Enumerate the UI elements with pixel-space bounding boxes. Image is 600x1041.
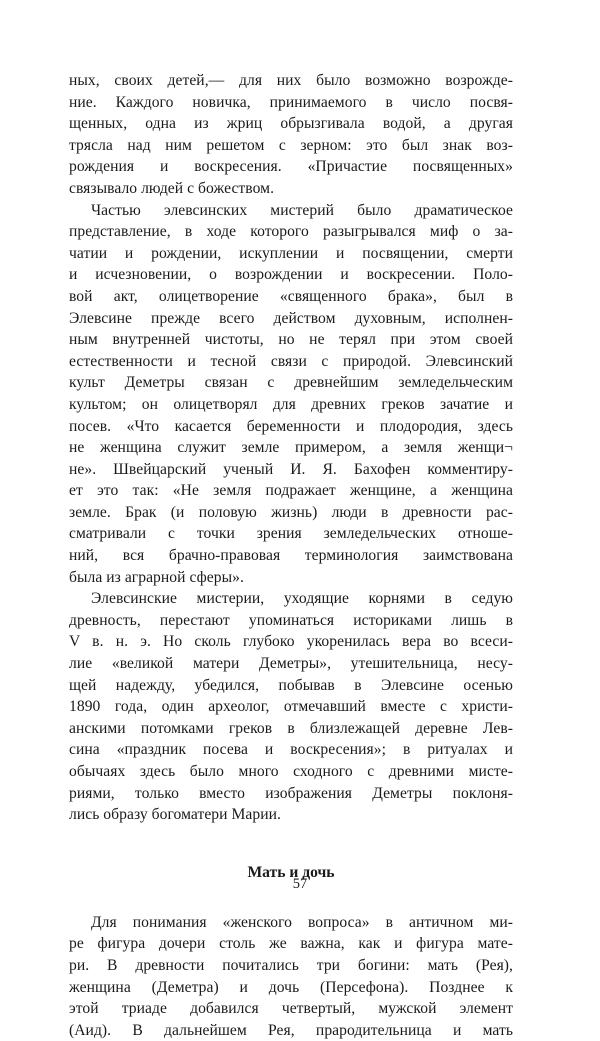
text-line: была из аграрной сферы». <box>69 568 244 586</box>
text-line: (Аид). В дальнейшем Рея, прародительница и мать <box>69 1021 513 1039</box>
text-line: этой триаде добавился четвертый, мужской элемент <box>69 1000 513 1018</box>
text-line: культом; он олицетворял для древних греков зачатие и <box>69 395 513 413</box>
paragraph-2 <box>69 200 513 589</box>
text-line: ных, своих детей,— для них было возможно возрожде- <box>69 72 513 89</box>
text-line: вой акт, олицетворение «священного брака», был в <box>69 287 513 305</box>
text-line: Элевсине прежде всего действом духовным, исполнен- <box>69 309 513 327</box>
text-line: Для понимания «женского вопроса» в античном ми- <box>91 913 513 931</box>
text-line: ет это так: «Не земля подражает женщине, а женщина <box>69 482 513 500</box>
text-line: сматривали с точки зрения земледельческих отноше- <box>69 525 513 543</box>
text-line: ние. Каждого новичка, принимаемого в число посвя- <box>69 93 513 111</box>
paragraph-1 <box>69 70 513 200</box>
text-line: V в. н. э. Но сколь глубоко укоренилась вера во всеси- <box>69 633 513 651</box>
text-line: связывало людей с божеством. <box>69 179 275 197</box>
text-line: естественности и тесной связи с природой. Элевсинский <box>69 352 513 370</box>
text-line: 1890 года, один археолог, отмечавший вместе с христи- <box>69 698 513 716</box>
text-line: риями, только вместо изображения Деметры поклоня- <box>69 784 513 802</box>
text-line: ным внутренней чистоты, но не терял при этом своей <box>69 331 513 349</box>
text-line: щей надежду, убедился, побывав в Элевсине осенью <box>69 676 513 694</box>
page-body <box>69 70 513 1041</box>
page-number: 57 <box>292 876 308 892</box>
text-line: ри. В древности почитались три богини: мать (Рея), <box>69 956 513 974</box>
text-line: не». Швейцарский ученый И. Я. Бахофен комментиру- <box>69 460 513 478</box>
text-line: культ Деметры связан с древнейшим земледельческим <box>69 374 513 392</box>
text-line: чатии и рождении, искуплении и посвящении, смерти <box>69 244 513 262</box>
text-line: рождения и воскресения. «Причастие посвященных» <box>69 158 513 176</box>
text-line: Частью элевсинских мистерий было драматическое <box>91 201 513 219</box>
text-line: анскими потомками греков в близлежащей деревне Лев- <box>69 719 513 737</box>
text-line: щенных, одна из жриц обрызгивала водой, а другая <box>69 115 513 133</box>
text-line: обычаях здесь было много сходного с древними мисте- <box>69 763 513 780</box>
paragraph-3 <box>69 588 513 826</box>
text-line: древность, перестают упоминаться историками лишь в <box>69 611 513 629</box>
text-line: Элевсинские мистерии, уходящие корнями в седую <box>91 590 513 608</box>
text-line: лись образу богоматери Марии. <box>69 806 281 824</box>
text-line: трясла над ним решетом с зерном: это был знак воз- <box>69 136 513 154</box>
text-line: земле. Брак (и половую жизнь) люди в древности рас- <box>69 503 513 521</box>
text-line: и исчезновении, о возрождении и воскресении. Поло- <box>69 266 513 284</box>
text-line: представление, в ходе которого разыгрывался миф о за- <box>69 223 513 241</box>
section-heading: Мать и дочь <box>247 863 335 881</box>
text-line: не женщина служит земле примером, а земля женщи¬ <box>69 439 513 457</box>
text-line: посев. «Что касается беременности и плодородия, здесь <box>69 417 513 435</box>
text-line: лие «великой матери Деметры», утешительница, несу- <box>69 655 513 673</box>
paragraph-4 <box>69 912 513 1041</box>
text-line: ре фигура дочери столь же важна, как и фигура мате- <box>69 935 513 953</box>
text-line: женщина (Деметра) и дочь (Персефона). Позднее к <box>69 978 513 996</box>
text-line: сина «праздник посева и воскресения»; в ритуалах и <box>69 741 513 759</box>
text-line: ний, вся брачно-правовая терминология заимствована <box>69 547 513 565</box>
